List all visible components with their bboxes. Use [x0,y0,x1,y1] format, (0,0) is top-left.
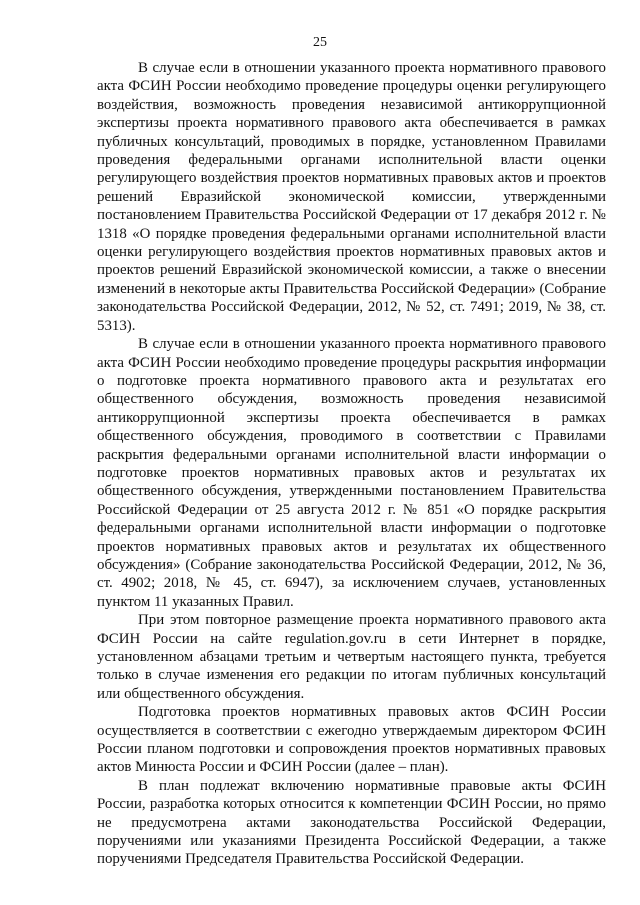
paragraph-preparation-plan: Подготовка проектов нормативных правовых актов ФСИН России осуществляется в соответствии с ежегодно утверждаемым директором ФСИН России планом подготовки и сопровождения проектов нормативных правовых актов Минюста России и ФСИН России (далее – план). [97,704,606,776]
paragraph-repeat-publication: При этом повторное размещение проекта нормативного правового акта ФСИН России на сайте regulation.gov.ru в сети Интернет в порядке, установленном абзацами третьим и четвертым настоящего пункта, требуется только в случае изменения его редакции по итогам публичных консультаций или общественного обсуждения. [97,612,606,702]
paragraph-rvo-public-consultations: В случае если в отношении указанного проекта нормативного правового акта ФСИН России необходимо проведение процедуры оценки регулирующего воздействия, возможность проведения независимой антикоррупционной экспертизы проекта нормативного правового акта обеспечивается в рамках публичных консультаций, проводимых в порядке, установленном Правилами проведения федеральными органами исполнительной власти оценки регулирующего воздействия проектов нормативных правовых актов и проектов решений Евразийской экономической комиссии, утвержденными постановлением Правительства Российской Федерации от 17 декабря 2012 г. № 1318 «О порядке проведения федеральными органами исполнительной власти оценки регулирующего воздействия проектов нормативных правовых актов и проектов решений Евразийской экономической комиссии, а также о внесении изменений в некоторые акты Правительства Российской Федерации» (Собрание законодательства Российской Федерации, 2012, № 52, ст. 7491; 2019, № 38, ст. 5313). [97,60,606,334]
paragraph-public-discussion: В случае если в отношении указанного проекта нормативного правового акта ФСИН России необходимо проведение процедуры раскрытия информации о подготовке проекта нормативного правового акта и результатах его общественного обсуждения, возможность проведения независимой антикоррупционной экспертизы проекта обеспечивается в рамках общественного обсуждения, проводимого в соответствии с Правилами раскрытия федеральными органами исполнительной власти информации о подготовке проектов нормативных правовых актов и результатах их общественного обсуждения, утвержденными постановлением Правительства Российской Федерации от 25 августа 2012 г. № 851 «О порядке раскрытия федеральными органами исполнительной власти информации о подготовке проектов нормативных правовых актов и результатах их общественного обсуждения» (Собрание законодательства Российской Федерации, 2012, № 36, ст. 4902; 2018, № 45, ст. 6947), за исключением случаев, установленных пунктом 11 указанных Правил. [97,336,606,610]
document-body [97,59,606,869]
paragraph-plan-inclusion: В план подлежат включению нормативные правовые акты ФСИН России, разработка которых относится к компетенции ФСИН России, но прямо не предусмотрена актами законодательства Российской Федерации, поручениями или указаниями Президента Российской Федерации, а также поручениями Председателя Правительства Российской Федерации. [97,777,606,868]
page-number: 25 [313,35,327,50]
